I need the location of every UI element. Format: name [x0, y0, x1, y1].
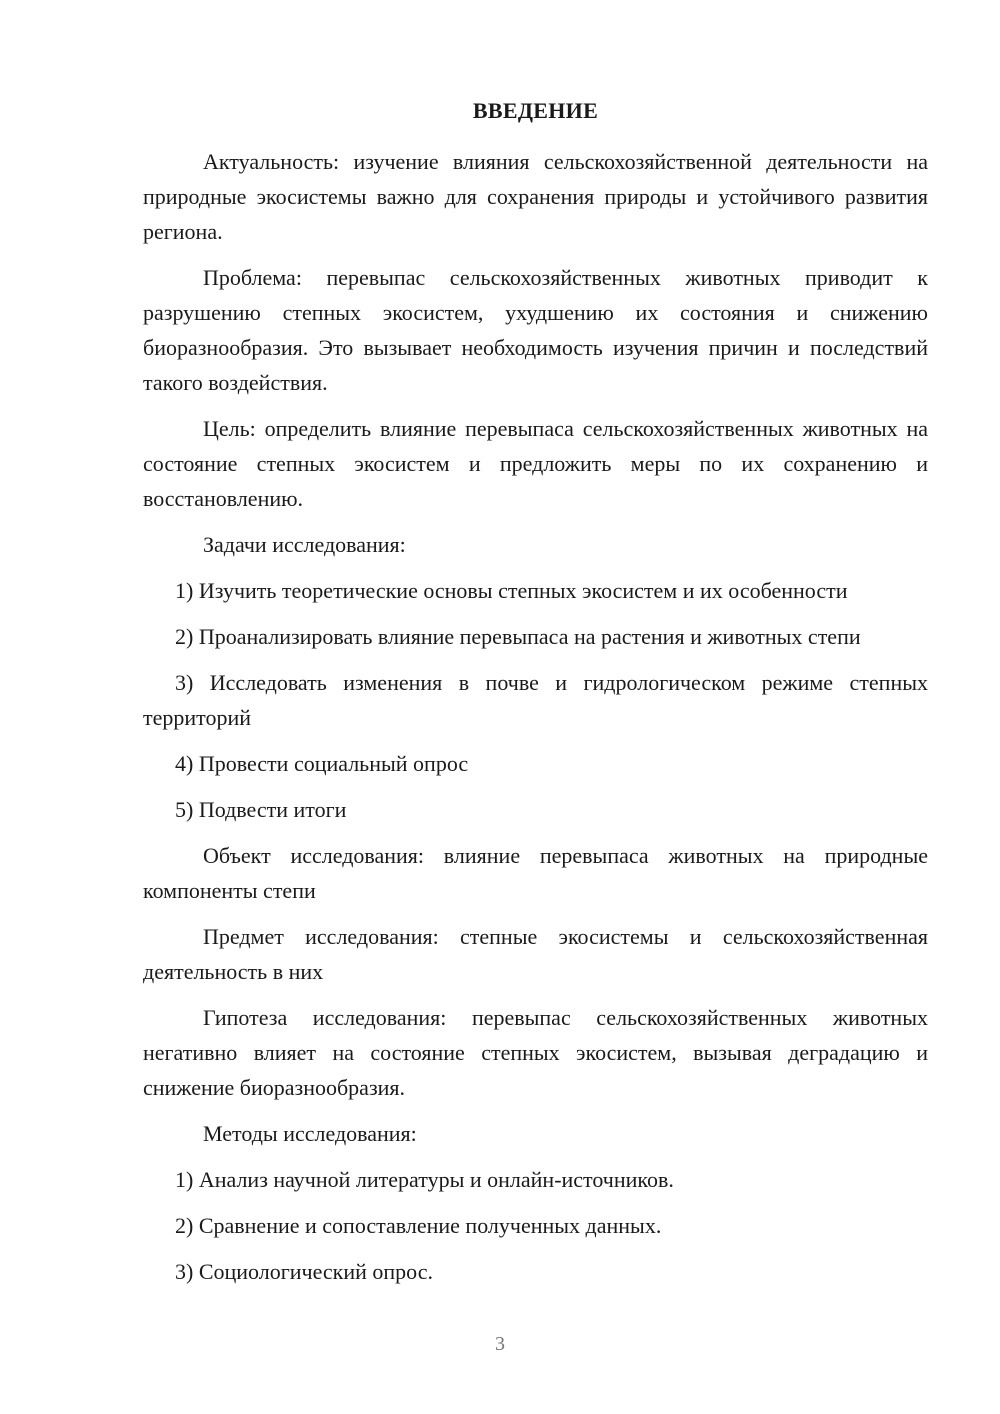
method-item: 1) Анализ научной литературы и онлайн-источников. — [175, 1167, 674, 1192]
method-item: 2) Сравнение и сопоставление полученных данных. — [175, 1213, 662, 1238]
task-item: 5) Подвести итоги — [175, 797, 347, 822]
subject-paragraph: Предмет исследования: степные экосистемы и сельскохозяйственная деятельность в них — [143, 924, 928, 984]
tasks-heading: Задачи исследования: — [203, 532, 406, 557]
methods-heading: Методы исследования: — [203, 1121, 417, 1146]
goal-paragraph: Цель: определить влияние перевыпаса сельскохозяйственных животных на состояние степных экосистем и предложить меры по их сохранению и восстановлению. — [143, 416, 928, 511]
task-item: 3) Исследовать изменения в почве и гидрологическом режиме степных территорий — [143, 670, 928, 730]
task-item: 1) Изучить теоретические основы степных экосистем и их особенности — [175, 578, 848, 603]
hypothesis-paragraph: Гипотеза исследования: перевыпас сельскохозяйственных животных негативно влияет на состояние степных экосистем, вызывая деградацию и снижение биоразнообразия. — [143, 1005, 928, 1100]
object-paragraph: Объект исследования: влияние перевыпаса животных на природные компоненты степи — [143, 843, 928, 903]
section-title: ВВЕДЕНИЕ — [472, 98, 599, 123]
document-page — [143, 90, 928, 1289]
task-item: 2) Проанализировать влияние перевыпаса на растения и животных степи — [175, 624, 861, 649]
task-item: 4) Провести социальный опрос — [175, 751, 469, 776]
relevance-paragraph: Актуальность: изучение влияния сельскохозяйственной деятельности на природные экосистемы важно для сохранения природы и устойчивого развития региона. — [143, 149, 928, 244]
method-item: 3) Социологический опрос. — [175, 1259, 433, 1284]
problem-paragraph: Проблема: перевыпас сельскохозяйственных животных приводит к разрушению степных экосистем, ухудшению их состояния и снижению биоразнообразия. Это вызывает необходимость изучения причин и последствий такого воздействия. — [143, 265, 928, 395]
page-number: 3 — [495, 1333, 505, 1355]
